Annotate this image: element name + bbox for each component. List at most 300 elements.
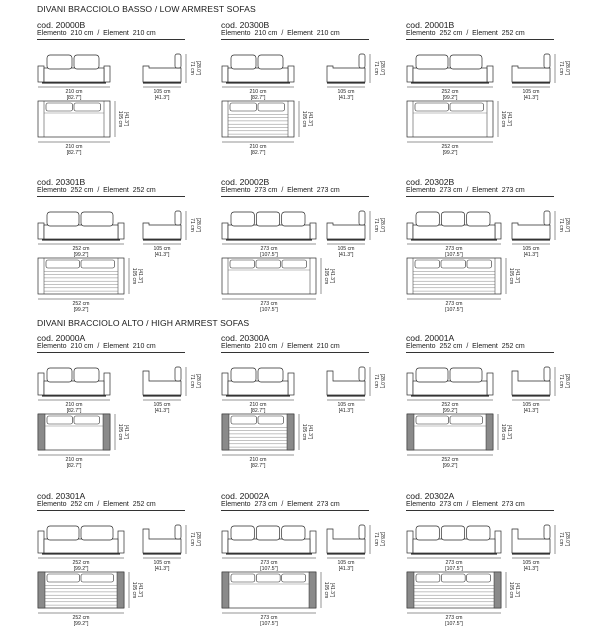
plan-depth-cm: 105 cm xyxy=(301,423,307,441)
height-dimension xyxy=(186,525,201,554)
plan-back-cushion xyxy=(256,574,280,582)
plan-back-cushion xyxy=(81,260,115,268)
base-plinth xyxy=(42,82,106,84)
plan-view xyxy=(38,572,124,608)
height-cm: 71 cm xyxy=(189,532,195,546)
side-view xyxy=(512,525,550,555)
element-width-cm-2: 273 cm xyxy=(501,187,525,194)
plan-depth-cm: 105 cm xyxy=(500,423,506,441)
plan-back-cushion xyxy=(46,260,80,268)
height-in: [28.0"] xyxy=(195,60,201,76)
seat-base xyxy=(44,225,118,239)
base-plinth xyxy=(42,239,120,241)
plan-width-cm: 273 cm xyxy=(260,301,278,307)
plan-width-in: [82.7"] xyxy=(66,463,82,469)
plan-back-cushion xyxy=(282,574,306,582)
front-view xyxy=(38,526,124,555)
back-cushion xyxy=(416,55,448,69)
front-width-dimension xyxy=(222,558,316,572)
front-width-dimension xyxy=(407,87,493,101)
plan-width-in: [99.2"] xyxy=(442,150,458,156)
front-width-dimension xyxy=(38,244,124,258)
element-width-cm-2: 210 cm xyxy=(132,30,156,37)
side-depth-cm: 105 cm xyxy=(337,560,355,566)
element-width-cm: 210 cm xyxy=(254,30,278,37)
side-depth-dimension xyxy=(143,87,181,101)
height-in: [28.0"] xyxy=(195,373,201,389)
plan-back-cushion xyxy=(81,574,114,582)
side-depth-cm: 105 cm xyxy=(153,560,171,566)
back-cushion xyxy=(450,368,482,382)
element-width-cm: 210 cm xyxy=(70,343,94,350)
plan-depth-in: [41.3"] xyxy=(506,424,512,440)
sofa-drawings xyxy=(221,177,386,317)
left-arm xyxy=(407,66,413,82)
plan-depth-dimension xyxy=(129,572,143,608)
plan-depth-cm: 105 cm xyxy=(323,267,329,285)
sofa-drawings xyxy=(406,177,571,317)
element-label: Element xyxy=(103,187,129,194)
element-width-line: Elemento 210 cm / Element 210 cm xyxy=(221,30,340,37)
elemento-label: Elemento xyxy=(37,187,67,194)
back-cushion xyxy=(441,212,464,226)
right-arm xyxy=(310,531,316,553)
element-width-cm-2: 252 cm xyxy=(501,30,525,37)
sofa-drawings xyxy=(406,20,571,160)
front-width-dimension xyxy=(222,244,316,258)
side-view xyxy=(512,367,550,397)
element-width-cm-2: 252 cm xyxy=(132,501,156,508)
plan-width-dimension xyxy=(38,142,110,156)
left-armrest-shade xyxy=(407,572,414,608)
model-code: cod. 20300A xyxy=(221,333,270,343)
front-width-dimension xyxy=(38,400,110,414)
plan-back-cushion xyxy=(282,260,307,268)
height-in: [28.0"] xyxy=(195,531,201,547)
plan-back-cushion xyxy=(258,416,284,424)
seat-base xyxy=(413,68,487,82)
side-depth-cm: 105 cm xyxy=(522,402,540,408)
plan-view xyxy=(222,101,294,137)
element-width-line: Elemento 273 cm / Element 273 cm xyxy=(221,501,340,508)
right-arm xyxy=(495,223,501,239)
side-depth-dimension xyxy=(143,558,181,572)
front-width-cm: 210 cm xyxy=(249,89,267,95)
front-width-in: [99.2"] xyxy=(442,408,458,414)
front-view xyxy=(38,212,124,241)
height-dimension xyxy=(370,211,385,240)
plan-width-cm: 210 cm xyxy=(65,457,83,463)
sofa-drawings xyxy=(37,333,202,473)
base-plinth xyxy=(226,553,312,555)
element-width-cm-2: 252 cm xyxy=(501,343,525,350)
plan-depth-in: [41.3"] xyxy=(123,424,129,440)
back-cushion xyxy=(231,368,256,382)
side-depth-dimension xyxy=(512,244,550,258)
sofa-drawings xyxy=(221,333,386,473)
element-width-cm-2: 210 cm xyxy=(316,343,340,350)
front-view xyxy=(407,212,501,241)
element-width-cm: 252 cm xyxy=(439,343,463,350)
front-width-dimension xyxy=(407,558,501,572)
plan-back-cushion xyxy=(441,260,466,268)
height-in: [28.0"] xyxy=(379,60,385,76)
element-width-cm: 210 cm xyxy=(254,343,278,350)
sofa-drawings xyxy=(406,491,571,631)
height-cm: 71 cm xyxy=(558,61,564,75)
seat-base xyxy=(413,539,495,553)
plan-back-cushion xyxy=(256,260,281,268)
plan-width-cm: 210 cm xyxy=(249,144,267,150)
plan-width-dimension xyxy=(38,455,110,469)
height-in: [28.0"] xyxy=(379,373,385,389)
model-code: cod. 20302B xyxy=(406,177,455,187)
sofa-model-11 xyxy=(406,491,570,631)
base-plinth xyxy=(411,553,497,555)
plan-back-cushion xyxy=(74,103,101,111)
height-dimension xyxy=(370,367,385,396)
plan-width-in: [107.5"] xyxy=(445,621,463,627)
front-width-in: [107.5"] xyxy=(445,252,463,258)
side-view xyxy=(143,54,181,84)
sofa-model-3 xyxy=(37,177,201,317)
height-dimension xyxy=(555,54,570,83)
right-arm xyxy=(104,373,110,395)
plan-depth-cm: 105 cm xyxy=(323,581,329,599)
element-width-cm-2: 273 cm xyxy=(316,501,340,508)
side-depth-cm: 105 cm xyxy=(153,89,171,95)
front-width-cm: 210 cm xyxy=(249,402,267,408)
height-cm: 71 cm xyxy=(558,374,564,388)
front-width-in: [82.7"] xyxy=(250,408,266,414)
sofa-drawings xyxy=(221,20,386,160)
model-code: cod. 20001A xyxy=(406,333,455,343)
front-view xyxy=(407,368,493,397)
plan-back-cushion xyxy=(415,103,449,111)
left-arm xyxy=(38,223,44,239)
front-width-in: [99.2"] xyxy=(73,566,89,572)
back-cushion xyxy=(258,368,283,382)
sofa-drawings xyxy=(37,177,202,317)
right-armrest-shade xyxy=(494,572,501,608)
back-cushion xyxy=(282,526,305,540)
front-view xyxy=(222,55,294,84)
back-cushion xyxy=(74,368,99,382)
plan-view xyxy=(222,258,316,294)
elemento-label: Elemento xyxy=(406,30,436,37)
plan-view xyxy=(407,572,501,608)
plan-back-cushion xyxy=(450,416,483,424)
elemento-label: Elemento xyxy=(221,501,251,508)
plan-width-in: [99.2"] xyxy=(73,621,89,627)
plan-back-cushion xyxy=(416,416,449,424)
plan-width-dimension xyxy=(38,613,124,627)
plan-width-cm: 210 cm xyxy=(65,144,83,150)
sofa-model-7 xyxy=(221,333,385,473)
plan-depth-in: [41.3"] xyxy=(506,111,512,127)
right-armrest-shade xyxy=(117,572,124,608)
sofa-model-8 xyxy=(406,333,570,473)
front-width-in: [107.5"] xyxy=(260,566,278,572)
element-width-line: Elemento 252 cm / Element 252 cm xyxy=(406,343,525,350)
plan-view xyxy=(222,414,294,450)
height-dimension xyxy=(370,525,385,554)
front-width-dimension xyxy=(38,87,110,101)
side-depth-dimension xyxy=(512,558,550,572)
plan-depth-dimension xyxy=(498,101,512,137)
model-code: cod. 20000B xyxy=(37,20,86,30)
plan-width-in: [82.7"] xyxy=(250,463,266,469)
side-view xyxy=(327,525,365,555)
plan-depth-in: [41.3"] xyxy=(329,268,335,284)
plan-depth-in: [41.3"] xyxy=(307,424,313,440)
base-plinth xyxy=(411,82,489,84)
back-cushion xyxy=(256,526,279,540)
plan-back-cushion xyxy=(467,260,492,268)
side-view xyxy=(512,54,550,84)
plan-width-dimension xyxy=(222,142,294,156)
plan-view xyxy=(38,414,110,450)
plan-width-cm: 273 cm xyxy=(445,301,463,307)
back-cushion xyxy=(441,526,464,540)
elemento-label: Elemento xyxy=(37,343,67,350)
right-armrest-shade xyxy=(103,414,110,450)
plan-depth-dimension xyxy=(321,572,335,608)
front-width-cm: 252 cm xyxy=(441,402,459,408)
side-depth-dimension xyxy=(512,400,550,414)
plan-width-cm: 252 cm xyxy=(72,301,90,307)
plan-depth-dimension xyxy=(506,258,520,294)
element-width-cm: 252 cm xyxy=(70,187,94,194)
element-width-cm: 273 cm xyxy=(254,501,278,508)
plan-depth-dimension xyxy=(299,101,313,137)
plan-back-cushion xyxy=(47,416,73,424)
plan-depth-dimension xyxy=(506,572,520,608)
back-cushion xyxy=(74,55,99,69)
plan-width-cm: 210 cm xyxy=(249,457,267,463)
side-depth-cm: 105 cm xyxy=(337,246,355,252)
plan-depth-cm: 105 cm xyxy=(508,581,514,599)
right-arm xyxy=(310,223,316,239)
plan-depth-cm: 105 cm xyxy=(117,110,123,128)
height-dimension xyxy=(186,211,201,240)
element-width-cm: 210 cm xyxy=(70,30,94,37)
element-width-cm: 273 cm xyxy=(439,187,463,194)
model-code: cod. 20002A xyxy=(221,491,270,501)
left-arm xyxy=(222,66,228,82)
left-arm xyxy=(407,223,413,239)
plan-back-cushion xyxy=(47,574,80,582)
back-cushion xyxy=(450,55,482,69)
plan-width-dimension xyxy=(222,299,316,313)
model-code: cod. 20000A xyxy=(37,333,86,343)
base-plinth xyxy=(226,239,312,241)
plan-width-dimension xyxy=(407,613,501,627)
model-code: cod. 20302A xyxy=(406,491,455,501)
height-in: [28.0"] xyxy=(195,217,201,233)
side-depth-in: [41.3"] xyxy=(154,95,170,101)
plan-depth-cm: 105 cm xyxy=(131,267,137,285)
front-width-in: [99.2"] xyxy=(442,95,458,101)
side-view xyxy=(512,211,550,241)
side-depth-dimension xyxy=(143,400,181,414)
side-depth-in: [41.3"] xyxy=(338,408,354,414)
front-width-cm: 252 cm xyxy=(72,246,90,252)
element-width-line: Elemento 210 cm / Element 210 cm xyxy=(37,30,156,37)
plan-depth-dimension xyxy=(299,414,313,450)
front-width-in: [82.7"] xyxy=(66,95,82,101)
right-arm xyxy=(288,66,294,82)
element-label: Element xyxy=(103,501,129,508)
seat-base xyxy=(228,539,310,553)
element-label: Element xyxy=(287,187,313,194)
back-cushion xyxy=(231,55,256,69)
side-depth-dimension xyxy=(327,244,365,258)
front-view xyxy=(222,212,316,241)
back-cushion xyxy=(416,368,448,382)
plan-width-cm: 273 cm xyxy=(260,615,278,621)
element-width-cm-2: 210 cm xyxy=(316,30,340,37)
height-dimension xyxy=(555,367,570,396)
sofa-drawings xyxy=(406,333,571,473)
plan-back-cushion xyxy=(231,416,257,424)
front-width-cm: 252 cm xyxy=(72,560,90,566)
front-width-in: [82.7"] xyxy=(250,95,266,101)
side-depth-cm: 105 cm xyxy=(337,402,355,408)
side-depth-cm: 105 cm xyxy=(153,402,171,408)
side-depth-cm: 105 cm xyxy=(153,246,171,252)
height-in: [28.0"] xyxy=(564,60,570,76)
height-cm: 71 cm xyxy=(189,374,195,388)
seat-base xyxy=(413,381,487,395)
plan-view xyxy=(407,101,493,137)
plan-depth-dimension xyxy=(321,258,335,294)
back-cushion xyxy=(258,55,283,69)
element-label: Element xyxy=(287,501,313,508)
model-code: cod. 20001B xyxy=(406,20,455,30)
plan-depth-cm: 105 cm xyxy=(131,581,137,599)
plan-back-cushion xyxy=(416,574,440,582)
side-depth-cm: 105 cm xyxy=(337,89,355,95)
elemento-label: Elemento xyxy=(406,501,436,508)
side-view xyxy=(327,367,365,397)
plan-back-cushion xyxy=(231,574,255,582)
back-cushion xyxy=(467,526,490,540)
side-depth-dimension xyxy=(327,400,365,414)
left-arm xyxy=(222,223,228,239)
height-cm: 71 cm xyxy=(373,532,379,546)
base-plinth xyxy=(42,395,106,397)
back-cushion xyxy=(231,212,254,226)
height-in: [28.0"] xyxy=(379,217,385,233)
plan-width-cm: 252 cm xyxy=(441,144,459,150)
elemento-label: Elemento xyxy=(37,501,67,508)
back-cushion xyxy=(47,526,79,540)
element-width-line: Elemento 273 cm / Element 273 cm xyxy=(221,187,340,194)
front-width-cm: 273 cm xyxy=(260,560,278,566)
element-width-line: Elemento 252 cm / Element 252 cm xyxy=(406,30,525,37)
height-cm: 71 cm xyxy=(373,374,379,388)
elemento-label: Elemento xyxy=(221,187,251,194)
left-armrest-shade xyxy=(38,572,45,608)
side-depth-in: [41.3"] xyxy=(154,408,170,414)
height-cm: 71 cm xyxy=(558,218,564,232)
side-depth-cm: 105 cm xyxy=(522,560,540,566)
right-armrest-shade xyxy=(486,414,493,450)
element-label: Element xyxy=(103,343,129,350)
plan-depth-dimension xyxy=(129,258,143,294)
height-dimension xyxy=(186,54,201,83)
seat-base xyxy=(228,225,310,239)
element-width-line: Elemento 210 cm / Element 210 cm xyxy=(221,343,340,350)
plan-depth-cm: 105 cm xyxy=(301,110,307,128)
side-view xyxy=(327,54,365,84)
side-depth-in: [41.3"] xyxy=(338,95,354,101)
front-width-cm: 210 cm xyxy=(65,89,83,95)
plan-width-dimension xyxy=(38,299,124,313)
plan-back-cushion xyxy=(46,103,73,111)
sofa-drawings xyxy=(221,491,386,631)
side-depth-in: [41.3"] xyxy=(523,95,539,101)
plan-width-in: [82.7"] xyxy=(66,150,82,156)
front-width-in: [99.2"] xyxy=(73,252,89,258)
side-depth-in: [41.3"] xyxy=(338,252,354,258)
left-armrest-shade xyxy=(38,414,45,450)
plan-depth-dimension xyxy=(115,414,129,450)
front-width-cm: 273 cm xyxy=(445,246,463,252)
model-code: cod. 20301B xyxy=(37,177,86,187)
element-width-cm-2: 252 cm xyxy=(132,187,156,194)
height-cm: 71 cm xyxy=(558,532,564,546)
front-width-cm: 273 cm xyxy=(445,560,463,566)
plan-width-in: [107.5"] xyxy=(260,307,278,313)
plan-view xyxy=(38,101,110,137)
front-view xyxy=(222,368,294,397)
front-width-in: [107.5"] xyxy=(445,566,463,572)
plan-depth-cm: 105 cm xyxy=(508,267,514,285)
front-width-dimension xyxy=(38,558,124,572)
side-view xyxy=(143,525,181,555)
height-dimension xyxy=(555,525,570,554)
sofa-model-5 xyxy=(406,177,570,317)
plan-depth-in: [41.3"] xyxy=(514,582,520,598)
plan-width-dimension xyxy=(222,613,316,627)
front-view xyxy=(38,368,110,397)
side-view xyxy=(143,367,181,397)
elemento-label: Elemento xyxy=(37,30,67,37)
back-cushion xyxy=(81,212,113,226)
left-arm xyxy=(222,373,228,395)
element-width-cm: 252 cm xyxy=(70,501,94,508)
element-width-cm: 273 cm xyxy=(254,187,278,194)
front-view xyxy=(407,526,501,555)
front-width-dimension xyxy=(407,400,493,414)
element-label: Element xyxy=(287,343,313,350)
left-arm xyxy=(38,373,44,395)
front-width-in: [107.5"] xyxy=(260,252,278,258)
element-width-cm: 252 cm xyxy=(439,30,463,37)
seat-base xyxy=(44,381,104,395)
right-arm xyxy=(104,66,110,82)
height-dimension xyxy=(370,54,385,83)
height-in: [28.0"] xyxy=(564,531,570,547)
right-arm xyxy=(495,531,501,553)
section-title-high-armrest: DIVANI BRACCIOLO ALTO / HIGH ARMREST SOFAS xyxy=(37,318,250,328)
element-width-cm: 273 cm xyxy=(439,501,463,508)
plan-back-cushion xyxy=(415,260,440,268)
base-plinth xyxy=(411,395,489,397)
plan-back-cushion xyxy=(467,574,491,582)
